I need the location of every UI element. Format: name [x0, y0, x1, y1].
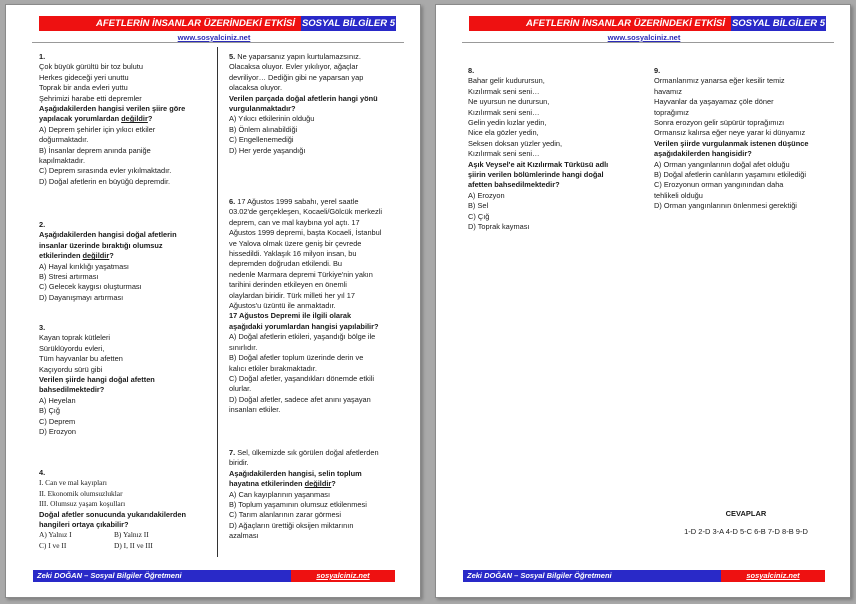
- site-link[interactable]: www.sosyalciniz.net: [607, 33, 681, 42]
- header-bar: [469, 16, 826, 31]
- poem-line: Kızılırmak seni seni…: [468, 86, 540, 96]
- answer-option: A) Erozyon: [468, 190, 505, 200]
- poem-line: Ne uyursun ne durursun,: [468, 97, 550, 107]
- header-title: AFETLERİN İNSANLAR ÜZERİNDEKİ ETKİSİ: [39, 16, 301, 31]
- answer-option: D) Doğal afetlerin en büyüğü depremdir.: [39, 176, 171, 186]
- poem-line: Nice ela gözler yedin,: [468, 128, 539, 138]
- answer-option: C) Erozyonun orman yangınından daha: [654, 180, 784, 190]
- statement-item: II. Ekonomik olumsuzluklar: [39, 488, 123, 498]
- question-stem: Doğal afetler sonucunda yukarıdakilerden: [39, 509, 187, 519]
- answer-option: C) I ve II: [39, 540, 67, 550]
- answer-option: C) Çığ: [468, 211, 490, 221]
- answer-option: C) Deprem: [39, 416, 76, 426]
- answer-option: A) Yalnız I: [39, 530, 72, 540]
- question-stem: Verilen şiirde vurgulanmak istenen düşünce: [654, 138, 809, 148]
- question-text: deprem, can ve mal kaybına yol açtı. 17: [229, 217, 360, 227]
- question-3: [39, 323, 214, 437]
- question-text: devriliyor… Dediğin gibi ne yaparsan yap: [229, 72, 364, 82]
- footer-author: Zeki DOĞAN – Sosyal Bilgiler Öğretmeni: [33, 570, 291, 582]
- column-divider: [217, 47, 218, 557]
- answer-option: kapılmaktadır.: [39, 156, 86, 166]
- question-stem: Aşağıdakilerden hangisi, selin toplum: [229, 468, 362, 478]
- answer-option: D) Her yerde yaşandığı: [229, 145, 306, 155]
- header-bar: [39, 16, 396, 31]
- question-number: 6.: [229, 197, 236, 206]
- footer-site-link[interactable]: sosyalciniz.net: [721, 570, 825, 582]
- answer-option: B) Doğal afetlerin canlıların yaşamını etkilediği: [654, 170, 806, 180]
- answer-option: D) Doğal afetler, sadece afet anını yaşayan: [229, 394, 371, 404]
- poem-line: Kızılırmak seni seni…: [468, 149, 540, 159]
- question-text: 03.02'de gerçekleşen, Kocaeli/Gölcük merkezli: [229, 207, 382, 217]
- question-6: [229, 197, 404, 416]
- question-text: biridir.: [229, 458, 249, 468]
- answer-option: C) Tarım alanlarının zarar görmesi: [229, 510, 341, 520]
- question-stem: hangileri ortaya çıkabilir?: [39, 520, 129, 530]
- question-number: 1.: [39, 52, 46, 61]
- answer-option: B) Doğal afetler toplum üzerinde derin ve: [229, 353, 364, 363]
- answer-option: B) Stresi artırması: [39, 272, 99, 282]
- question-text: 6. 17 Ağustos 1999 sabahı, yerel saatle: [229, 197, 359, 206]
- question-stem: Aşağıdakilerden hangisi doğal afetlerin: [39, 230, 177, 240]
- question-stem: insanlar üzerinde bıraktığı olumsuz: [39, 240, 163, 250]
- answer-option: tehlikeli olduğu: [654, 190, 703, 200]
- answer-option: D) I, II ve III: [114, 540, 153, 550]
- answer-option: D) Orman yangınlarının önlenmesi gerektiği: [654, 201, 797, 211]
- question-stem: afetten bahsedilmektedir?: [468, 180, 560, 190]
- question-9: [654, 66, 844, 212]
- question-5: [229, 52, 404, 156]
- question-stem: aşağıdaki yorumlardan hangisi yapılabilir?: [229, 321, 379, 331]
- answer-option: insanları etkiler.: [229, 405, 281, 415]
- question-stem: etkilerinden değildir?: [39, 251, 114, 261]
- answer-option: sınırlıdır.: [229, 342, 258, 352]
- answer-option: B) Sel: [468, 201, 489, 211]
- footer-bar: [33, 570, 395, 582]
- poem-line: Sürüklüyordu evleri,: [39, 343, 105, 353]
- footer-bar: [463, 570, 825, 582]
- answer-option: olurlar.: [229, 384, 252, 394]
- question-8: [468, 66, 643, 233]
- poem-line: Şehrimizi harabe etti depremler: [39, 93, 142, 103]
- question-stem: bahsedilmektedir?: [39, 385, 105, 395]
- question-stem: Aşağıdakilerden hangisi verilen şiire göre: [39, 104, 186, 114]
- question-text: tarihini derinden etkileyen en önemli: [229, 280, 347, 290]
- poem-line: Kızılırmak seni seni…: [468, 107, 540, 117]
- answer-option: C) Deprem sırasında evler yıkılmaktadır.: [39, 166, 172, 176]
- poem-line: Seksen doksan yüzler yedin,: [468, 138, 563, 148]
- answers-title: CEVAPLAR: [725, 509, 767, 518]
- answer-option: C) Engellenemediği: [229, 135, 294, 145]
- page-left: [5, 4, 421, 598]
- poem-line: Ormansız kalırsa eğer neye yarar ki dünyamız: [654, 128, 806, 138]
- question-text: Ağustos 1999 depremi, başta Kocaeli, İstanbul: [229, 228, 382, 238]
- header-subject: SOSYAL BİLGİLER 5: [731, 18, 826, 29]
- question-stem: vurgulanmaktadır?: [229, 104, 296, 114]
- question-text: olacaksa oluyor.: [229, 83, 282, 93]
- question-number: 5.: [229, 52, 236, 61]
- answer-option: C) Doğal afetler, yaşandıkları dönemde etkili: [229, 373, 375, 383]
- question-text: nedenle Marmara depremi Türkiye'nin yakın: [229, 269, 373, 279]
- question-number: 9.: [654, 66, 661, 75]
- answer-option: A) Deprem şehirler için yıkıcı etkiler: [39, 124, 156, 134]
- answer-option: B) Toplum yaşamının olumsuz etkilenmesi: [229, 500, 367, 510]
- answer-option: B) Yalnız II: [114, 530, 149, 540]
- answer-option: A) Heyelan: [39, 395, 76, 405]
- header-subject: SOSYAL BİLGİLER 5: [301, 18, 396, 29]
- question-stem: Verilen şiirde hangi doğal afetten: [39, 375, 155, 385]
- question-text: depremden doğrudan etkilendi. Bu: [229, 259, 342, 269]
- poem-line: Herkes gideceği yeri unuttu: [39, 72, 129, 82]
- answer-option: A) Orman yangınlarının doğal afet olduğu: [654, 159, 790, 169]
- question-text: ve Yalova olmak üzere geniş bir çevrede: [229, 238, 362, 248]
- question-number: 7.: [229, 448, 236, 457]
- question-stem: Aşık Veysel'e ait Kızılırmak Türküsü adlı: [468, 159, 609, 169]
- poem-line: Çok büyük gürültü bir toz bulutu: [39, 62, 143, 72]
- answer-option: B) Önlem alınabildiği: [229, 124, 298, 134]
- header-title: AFETLERİN İNSANLAR ÜZERİNDEKİ ETKİSİ: [469, 16, 731, 31]
- answer-option: D) Dayanışmayı artırması: [39, 292, 124, 302]
- footer-author: Zeki DOĞAN – Sosyal Bilgiler Öğretmeni: [463, 570, 721, 582]
- answer-options-grid: [39, 530, 214, 551]
- question-text: 5. Ne yaparsanız yapın kurtulamazsınız.: [229, 52, 361, 61]
- answer-option: B) İnsanlar deprem anında paniğe: [39, 145, 151, 155]
- question-2: [39, 220, 214, 303]
- answer-option: D) Ağaçların ürettiği oksijen miktarının: [229, 520, 354, 530]
- answer-key: 1-D 2-D 3-A 4-D 5-C 6-B 7-D 8-B 9-D: [684, 527, 808, 536]
- question-7: [229, 448, 404, 542]
- poem-line: Ormanlarımız yanarsa eğer kesilir temiz: [654, 76, 785, 86]
- answer-option: A) Doğal afetlerin etkileri, yaşandığı bölge ile: [229, 332, 376, 342]
- question-text: hissedildi. Yaklaşık 16 milyon insan, bu: [229, 249, 357, 259]
- question-number: 4.: [39, 468, 46, 477]
- answer-option: B) Çığ: [39, 406, 60, 416]
- poem-line: havamız: [654, 86, 682, 96]
- question-4: [39, 468, 214, 551]
- question-text: Olacaksa oluyor. Evler yıkılıyor, ağaçlar: [229, 62, 358, 72]
- poem-line: Bahar gelir kudurursun,: [468, 76, 545, 86]
- question-stem: yapılacak yorumlardan değildir?: [39, 114, 153, 124]
- poem-line: Kayan toprak kütleleri: [39, 333, 111, 343]
- statement-item: III. Olumsuz yaşam koşulları: [39, 499, 126, 509]
- answer-option: kalıcı etkiler bırakmaktadır.: [229, 363, 317, 373]
- answer-option: C) Gelecek kaygısı oluşturması: [39, 282, 142, 292]
- header-rule: [32, 42, 404, 43]
- question-stem: şiirin verilen bölümlerinde hangi doğal: [468, 170, 604, 180]
- question-1: [39, 52, 214, 187]
- answer-option: D) Toprak kayması: [468, 222, 530, 232]
- answer-option: A) Hayal kırıklığı yaşatması: [39, 261, 129, 271]
- question-text: olaylardan biridir. Türk milleti her yıl 17: [229, 290, 355, 300]
- question-stem: hayatına etkilerinden değildir?: [229, 479, 336, 489]
- poem-line: Tüm hayvanlar bu afetten: [39, 354, 123, 364]
- poem-line: Hayvanlar da yaşayamaz çöle döner: [654, 97, 774, 107]
- question-stem: 17 Ağustos Depremi ile ilgili olarak: [229, 311, 352, 321]
- statement-item: I. Can ve mal kayıpları: [39, 478, 107, 488]
- poem-line: Kaçıyordu sürü gibi: [39, 364, 103, 374]
- poem-line: toprağımız: [654, 107, 689, 117]
- footer-site-link[interactable]: sosyalciniz.net: [291, 570, 395, 582]
- question-number: 8.: [468, 66, 475, 75]
- page-right: [435, 4, 851, 598]
- question-text: Ağustos'u üzüntü ile anmaktadır.: [229, 301, 336, 311]
- question-number: 2.: [39, 220, 46, 229]
- poem-line: Toprak bir anda evleri yuttu: [39, 83, 128, 93]
- question-stem: Verilen parçada doğal afetlerin hangi yönü: [229, 93, 378, 103]
- answer-option: A) Can kayıplarının yaşanması: [229, 489, 331, 499]
- header-rule: [462, 42, 834, 43]
- poem-line: Sonra erozyon gelir süpürür toprağımızı: [654, 118, 785, 128]
- answer-option: azalması: [229, 531, 259, 541]
- question-text: 7. Sel, ülkemizde sık görülen doğal afetlerden: [229, 448, 379, 457]
- site-link[interactable]: www.sosyalciniz.net: [177, 33, 251, 42]
- question-number: 3.: [39, 323, 46, 332]
- answer-option: A) Yıkıcı etkilerinin olduğu: [229, 114, 315, 124]
- question-stem: aşağıdakilerden hangisidir?: [654, 149, 752, 159]
- answer-option: doğurmaktadır.: [39, 135, 89, 145]
- poem-line: Gelin yedin kızlar yedin,: [468, 118, 547, 128]
- answer-option: D) Erozyon: [39, 427, 76, 437]
